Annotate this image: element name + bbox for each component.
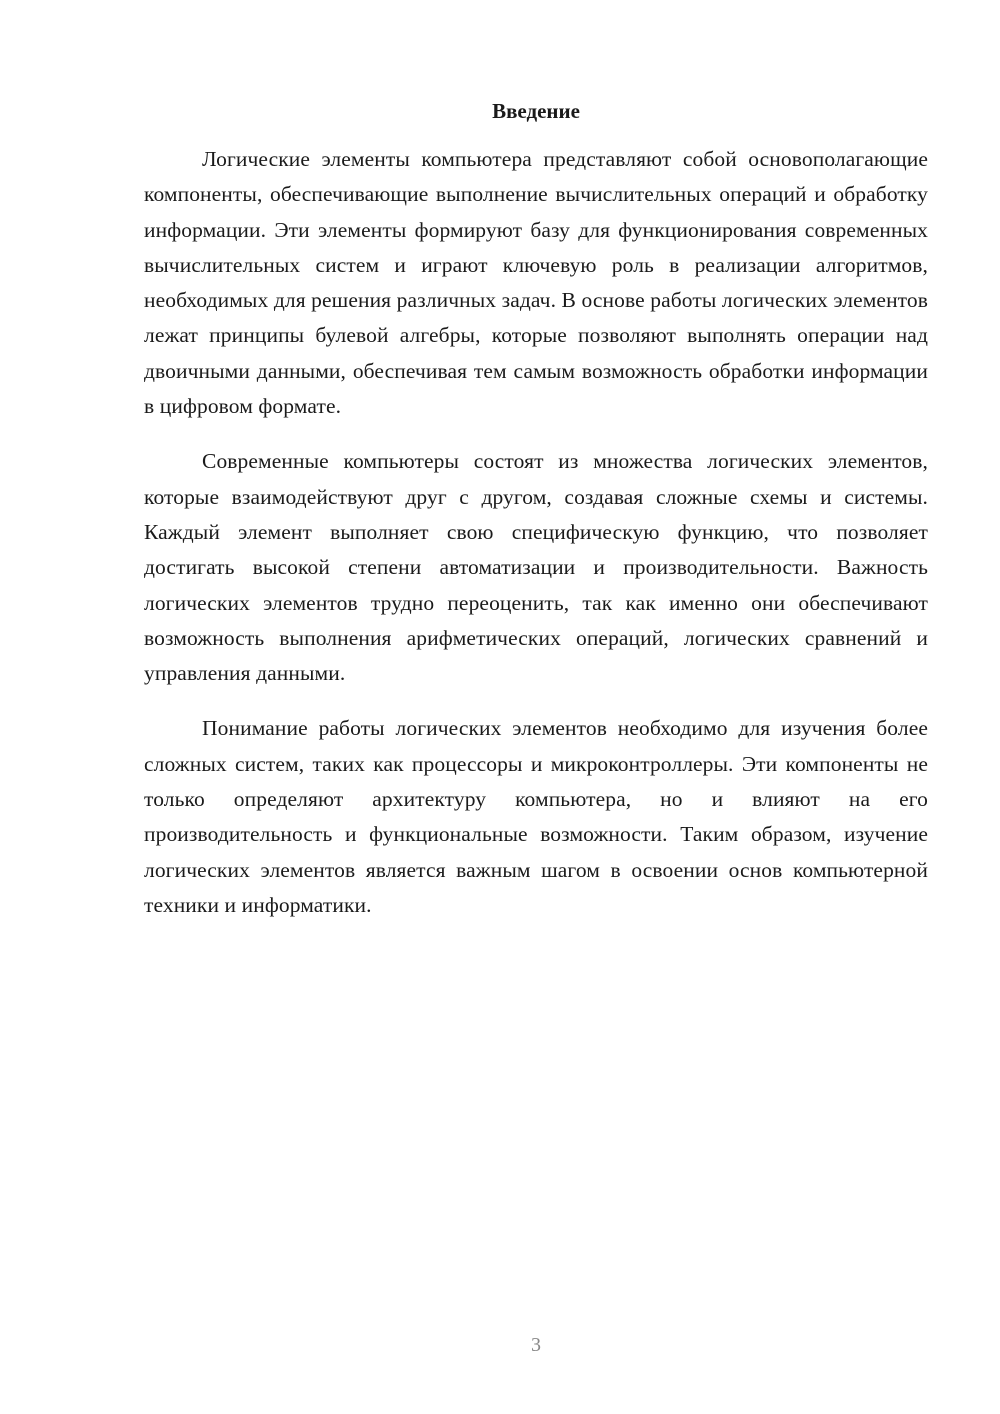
body-text xyxy=(144,142,928,943)
paragraph-2: Современные компьютеры состоят из множества логических элементов, которые взаимодействуют друг с другом, создавая сложные схемы и системы. Каждый элемент выполняет свою специфическую функцию, что позволяет достигать высокой степени автоматизации и производительности. Важность логических элементов трудно переоценить, так как именно они обеспечивают возможность выполнения арифметических операций, логических сравнений и управления данными. xyxy=(144,449,928,686)
paragraph-3: Понимание работы логических элементов необходимо для изучения более сложных систем, таких как процессоры и микроконтроллеры. Эти компоненты не только определяют архитектуру компьютера, но и влияют на его производительность и функциональные возможности. Таким образом, изучение логических элементов является важным шагом в освоении основ компьютерной техники и информатики. xyxy=(144,716,928,917)
paragraph-1: Логические элементы компьютера представляют собой основополагающие компоненты, обеспечивающие выполнение вычислительных операций и обработку информации. Эти элементы формируют базу для функционирования современных вычислительных систем и играют ключевую роль в реализации алгоритмов, необходимых для решения различных задач. В основе работы логических элементов лежат принципы булевой алгебры, которые позволяют выполнять операции над двоичными данными, обеспечивая тем самым возможность обработки информации в цифровом формате. xyxy=(144,147,928,419)
section-heading: Введение xyxy=(492,99,580,123)
page-number: 3 xyxy=(531,1334,541,1356)
